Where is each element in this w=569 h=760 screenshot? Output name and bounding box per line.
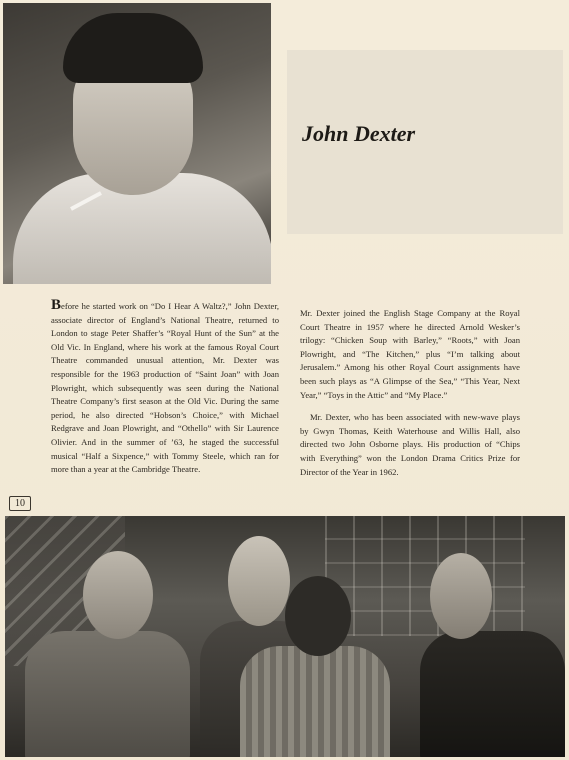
person-back — [240, 646, 390, 757]
page-number: 10 — [9, 496, 31, 511]
person-right — [420, 631, 565, 757]
background-scaffold — [325, 516, 525, 636]
person-head — [430, 553, 492, 639]
person-head — [228, 536, 290, 626]
person-head — [285, 576, 351, 656]
person-head — [83, 551, 153, 639]
paragraph — [51, 297, 279, 477]
article-column-left — [51, 297, 279, 486]
article-title: John Dexter — [302, 121, 416, 146]
article-column-right — [300, 307, 520, 488]
paragraph: Mr. Dexter joined the English Stage Company at the Royal Court Theatre in 1957 where he directed Arnold Wesker’s trilogy: “Chicken Soup with Barley,” “Roots,” with Joan Plowright, and “The Kitchen,” plus “I’m talking about Jerusalem.” Among his other Royal Court assignments have been such plays as “A Glimpse of the Sea,” “This Year, Next Year,” “Toys in the Attic” and “My Place.” — [300, 308, 520, 400]
portrait-photo — [3, 3, 271, 284]
drop-cap: B — [51, 297, 62, 313]
person-left — [25, 631, 190, 757]
group-photo — [5, 516, 565, 757]
paragraph-text: efore he started work on “Do I Hear A Waltz?,” John Dexter, associate director of England’s National Theatre, returned to London to stage Peter Shaffer’s “Royal Hunt of the Sun” at the Old Vic. In England, where his work at the famous Royal Court Theatre commanded unusual attention, Mr. Dexter was responsible for the 1963 production of “Saint Joan” with Joan Plowright, which subsequently was seen during the National Theatre Company’s first season at the Old Vic. During the same period, he also directed “Hobson’s Choice,” with Michael Redgrave and Joan Plowright, and “Othello” with Sir Laurence Olivier. And in the summer of ’63, he staged the successful musical “Half a Sixpence,” with Tommy Steele, which ran for more than a year at the Cambridge Theatre. — [51, 301, 279, 475]
portrait-hair — [63, 13, 203, 83]
paragraph: Mr. Dexter, who has been associated with new-wave plays by Gwyn Thomas, Keith Waterhouse and Willis Hall, also directed two John Osborne plays. His production of “Chips with Everything” won the London Drama Critics Prize for Director of the Year in 1962. — [300, 412, 520, 477]
